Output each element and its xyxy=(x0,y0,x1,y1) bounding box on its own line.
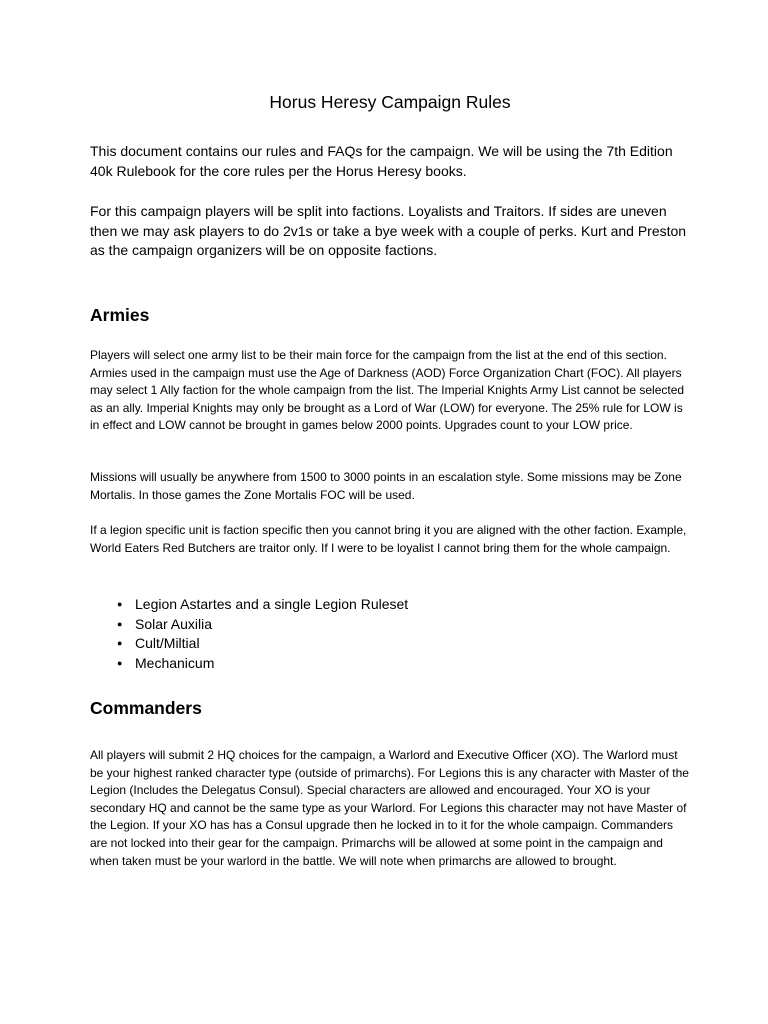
armies-paragraph-1: Players will select one army list to be their main force for the campaign from the list at the end of this section. Armies used in the campaign must use the Age of Darkness (AOD) Force Organization Chart (FOC). All players may select 1 Ally faction for the whole campaign from the list. The Imperial Knights Army List cannot be selected as an ally. Imperial Knights may only be brought as a Lord of War (LOW) for everyone. The 25% rule for LOW is in effect and LOW cannot be brought in games below 2000 points. Upgrades count to your LOW price. xyxy=(90,348,685,433)
bullet-icon: ● xyxy=(117,638,123,648)
bullet-icon: ● xyxy=(117,618,123,629)
army-list-item-label: Mechanicum xyxy=(135,654,215,671)
army-list-item xyxy=(90,595,408,615)
document-title: Horus Heresy Campaign Rules xyxy=(269,92,511,112)
intro-paragraph-1: This document contains our rules and FAQs for the campaign. We will be using the 7th Edition 40k Rulebook for the core rules per the Horus Heresy books. xyxy=(90,143,673,179)
armies-paragraph-2: Missions will usually be anywhere from 1500 to 3000 points in an escalation style. Some missions may be Zone Mortalis. In those games the Zone Mortalis FOC will be used. xyxy=(90,470,682,502)
commanders-heading: Commanders xyxy=(90,698,202,718)
army-list-item-label: Legion Astartes and a single Legion Ruleset xyxy=(135,596,409,612)
army-list-item-label: Cult/Miltial xyxy=(135,635,200,651)
commanders-paragraph-1: All players will submit 2 HQ choices for the campaign, a Warlord and Executive Officer (XO). The Warlord must be your highest ranked character type (outside of primarchs). For Legions this is any character with Master of the Legion (Includes the Delegatus Consul). Special characters are allowed and encouraged. Your XO is your secondary HQ and cannot be the same type as your Warlord. For Legions this character may not have Master of the Legion. If your XO has has a Consul upgrade then he locked in to it for the whole campaign. Commanders are not locked into their gear for the campaign. Primarchs will be allowed at some point in the campaign and when taken must be your warlord in the battle. We will note when primarchs are allowed to brought. xyxy=(90,748,689,868)
army-list-item xyxy=(90,654,408,674)
armies-paragraph-3: If a legion specific unit is faction specific then you cannot bring it you are aligned with the other faction. Example, World Eaters Red Butchers are traitor only. If I were to be loyalist I cannot bring them for the whole campaign. xyxy=(90,523,687,555)
intro-paragraph-2: For this campaign players will be split into factions. Loyalists and Traitors. If sides are uneven then we may ask players to do 2v1s or take a bye week with a couple of perks. Kurt and Preston as the campaign organizers will be on opposite factions. xyxy=(90,203,687,258)
army-list xyxy=(90,595,408,673)
bullet-icon: ● xyxy=(117,599,123,609)
armies-heading: Armies xyxy=(90,305,150,325)
army-list-item xyxy=(90,634,408,654)
army-list-item xyxy=(90,615,408,635)
army-list-item-label: Solar Auxilia xyxy=(135,615,213,632)
bullet-icon: ● xyxy=(117,657,123,668)
